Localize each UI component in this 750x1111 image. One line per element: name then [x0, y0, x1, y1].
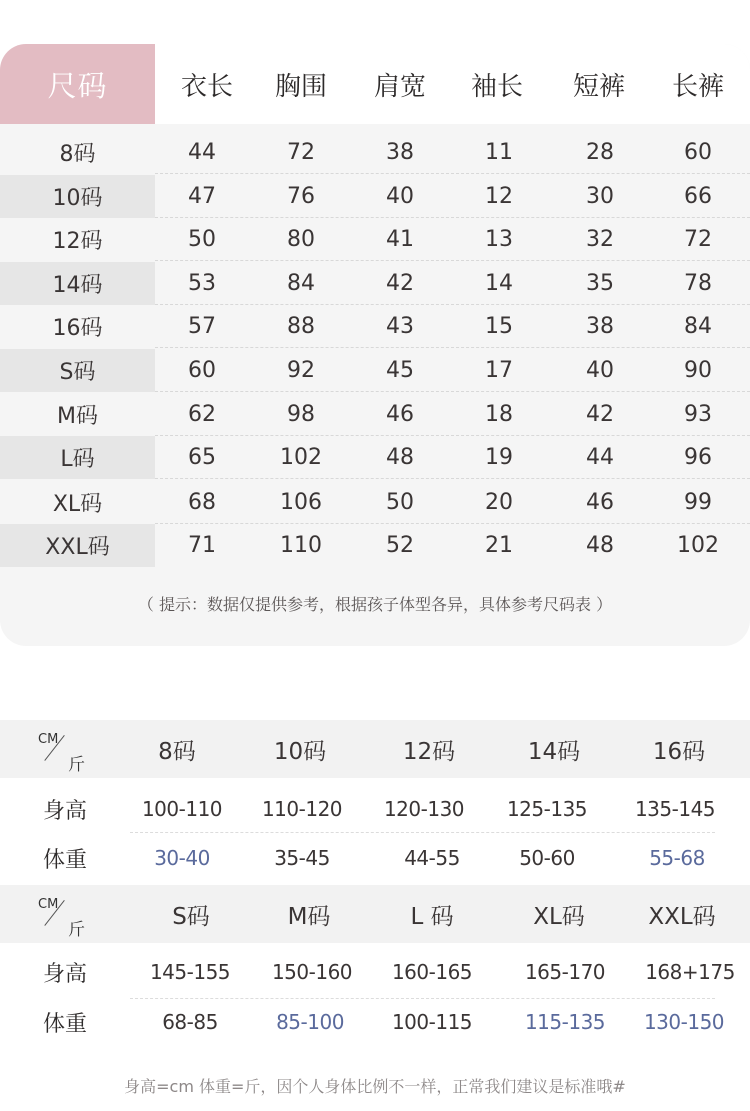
size-cell: 28 [586, 140, 614, 165]
size-cell: 68 [188, 490, 216, 515]
size-cell: 32 [586, 227, 614, 252]
size-row-label: 10码 [0, 175, 155, 218]
unit-cm: CM [38, 897, 59, 912]
size-cell: 12 [485, 184, 513, 209]
size-row-label: 16码 [52, 316, 103, 341]
row-divider [130, 998, 715, 999]
size-cell: 43 [386, 314, 414, 339]
size-row-label: M码 [57, 404, 98, 429]
hw-table-1-header [0, 720, 750, 778]
hw2-height-value: 160-165 [391, 960, 473, 984]
hw1-height-value: 100-110 [141, 797, 223, 821]
size-cell: 50 [188, 227, 216, 252]
unit-corner [38, 732, 98, 775]
hw2-size-l: L 码 [410, 903, 454, 930]
size-cell: 47 [188, 184, 216, 209]
hw1-height-value: 120-130 [383, 797, 465, 821]
size-cell: 44 [188, 140, 216, 165]
size-cell: 106 [280, 490, 322, 515]
size-cell: 99 [684, 490, 712, 515]
size-row [0, 481, 750, 524]
size-cell: 62 [188, 402, 216, 427]
size-cell: 48 [386, 445, 414, 470]
row-divider [155, 260, 750, 261]
size-cell: 66 [684, 184, 712, 209]
unit-cm: CM [38, 732, 59, 747]
size-cell: 17 [485, 358, 513, 383]
size-cell: 13 [485, 227, 513, 252]
hw-table-2-header [0, 885, 750, 943]
size-cell: 92 [287, 358, 315, 383]
row-divider [155, 478, 750, 479]
size-note: （ 提示：数据仅提供参考，根据孩子体型各异，具体参考尺码表 ） [137, 595, 613, 614]
size-cell: 96 [684, 445, 712, 470]
hw2-weight-value: 130-150 [643, 1010, 725, 1034]
size-row-label: L码 [0, 436, 155, 479]
size-header-label: 尺码 [0, 44, 155, 124]
hw1-weight-value: 35-45 [274, 846, 330, 870]
column-header-pants: 长裤 [671, 71, 724, 102]
hw2-weight-value: 100-115 [391, 1010, 473, 1034]
size-cell: 44 [586, 445, 614, 470]
size-cell: 80 [287, 227, 315, 252]
hw2-height-value: 168+175 [645, 960, 735, 984]
hw2-weight-value: 115-135 [524, 1010, 606, 1034]
size-cell: 53 [188, 271, 216, 296]
size-row-label: XXL码 [0, 524, 155, 567]
size-cell: 71 [188, 533, 216, 558]
size-cell: 90 [684, 358, 712, 383]
size-cell: 41 [386, 227, 414, 252]
size-cell: 110 [280, 533, 322, 558]
size-row [0, 349, 750, 392]
size-cell: 40 [586, 358, 614, 383]
size-row [0, 262, 750, 305]
size-cell: 38 [586, 314, 614, 339]
hw2-size-xl: XL码 [533, 903, 585, 930]
hw1-height-value: 110-120 [261, 797, 343, 821]
unit-jin: 斤 [68, 920, 85, 940]
size-row-label: 8码 [59, 142, 96, 167]
hw1-size-10: 10码 [273, 738, 327, 765]
size-row [0, 436, 750, 479]
size-cell: 57 [188, 314, 216, 339]
hw2-weight-value: 68-85 [162, 1010, 218, 1034]
size-cell: 14 [485, 271, 513, 296]
size-cell: 65 [188, 445, 216, 470]
size-row [0, 175, 750, 218]
size-cell: 102 [677, 533, 719, 558]
size-row-label: S码 [0, 349, 155, 392]
column-header-shorts: 短裤 [572, 71, 625, 102]
hw1-weight-label: 体重 [42, 847, 87, 873]
size-cell: 93 [684, 402, 712, 427]
size-cell: 35 [586, 271, 614, 296]
size-cell: 30 [586, 184, 614, 209]
size-cell: 42 [586, 402, 614, 427]
hw2-height-value: 150-160 [271, 960, 353, 984]
hw2-weight-label: 体重 [42, 1011, 87, 1037]
hw1-height-value: 125-135 [506, 797, 588, 821]
size-cell: 15 [485, 314, 513, 339]
row-divider [155, 347, 750, 348]
size-cell: 42 [386, 271, 414, 296]
size-cell: 102 [280, 445, 322, 470]
size-row [0, 218, 750, 261]
column-header-chest: 胸围 [274, 71, 327, 102]
size-chart [0, 44, 750, 646]
row-divider [155, 391, 750, 392]
size-row [0, 393, 750, 436]
hw2-size-s: S码 [172, 903, 210, 930]
size-cell: 46 [586, 490, 614, 515]
size-cell: 38 [386, 140, 414, 165]
row-divider [130, 832, 715, 833]
size-cell: 46 [386, 402, 414, 427]
size-cell: 72 [287, 140, 315, 165]
size-row [0, 524, 750, 567]
hw1-size-12: 12码 [402, 738, 456, 765]
hw1-weight-value: 55-68 [649, 846, 705, 870]
size-cell: 21 [485, 533, 513, 558]
hw1-height-label: 身高 [42, 798, 87, 824]
size-cell: 78 [684, 271, 712, 296]
size-cell: 88 [287, 314, 315, 339]
hw1-weight-value: 44-55 [404, 846, 460, 870]
size-cell: 84 [287, 271, 315, 296]
size-row [0, 305, 750, 348]
size-row-label: XL码 [52, 492, 103, 517]
size-row-label: 14码 [0, 262, 155, 305]
footer-note: 身高=cm 体重=斤，因个人身体比例不一样，正常我们建议是标准哦# [124, 1077, 626, 1096]
hw2-size-m: M码 [287, 903, 331, 930]
row-divider [155, 173, 750, 174]
hw1-weight-value: 30-40 [154, 846, 210, 870]
column-header-sleeve: 袖长 [470, 71, 523, 102]
size-cell: 60 [188, 358, 216, 383]
column-header-shoulder: 肩宽 [373, 71, 426, 102]
size-cell: 98 [287, 402, 315, 427]
unit-jin: 斤 [68, 755, 85, 775]
hw2-size-xxl: XXL码 [648, 903, 716, 930]
size-cell: 52 [386, 533, 414, 558]
hw2-height-label: 身高 [42, 961, 87, 987]
hw2-weight-value: 85-100 [276, 1010, 344, 1034]
size-row-label: 12码 [52, 229, 103, 254]
hw2-height-value: 145-155 [149, 960, 231, 984]
size-cell: 40 [386, 184, 414, 209]
size-cell: 45 [386, 358, 414, 383]
size-cell: 11 [485, 140, 513, 165]
size-cell: 76 [287, 184, 315, 209]
hw1-size-8: 8码 [158, 738, 196, 765]
hw2-height-value: 165-170 [524, 960, 606, 984]
size-cell: 48 [586, 533, 614, 558]
size-cell: 19 [485, 445, 513, 470]
size-cell: 20 [485, 490, 513, 515]
hw1-size-16: 16码 [652, 738, 706, 765]
unit-corner [38, 897, 98, 940]
hw1-weight-value: 50-60 [519, 846, 575, 870]
size-cell: 50 [386, 490, 414, 515]
size-cell: 60 [684, 140, 712, 165]
size-cell: 18 [485, 402, 513, 427]
size-chart-header [0, 44, 750, 124]
size-cell: 72 [684, 227, 712, 252]
hw1-size-14: 14码 [527, 738, 581, 765]
size-cell: 84 [684, 314, 712, 339]
column-header-length: 衣长 [180, 71, 233, 102]
size-row [0, 131, 750, 174]
hw1-height-value: 135-145 [634, 797, 716, 821]
